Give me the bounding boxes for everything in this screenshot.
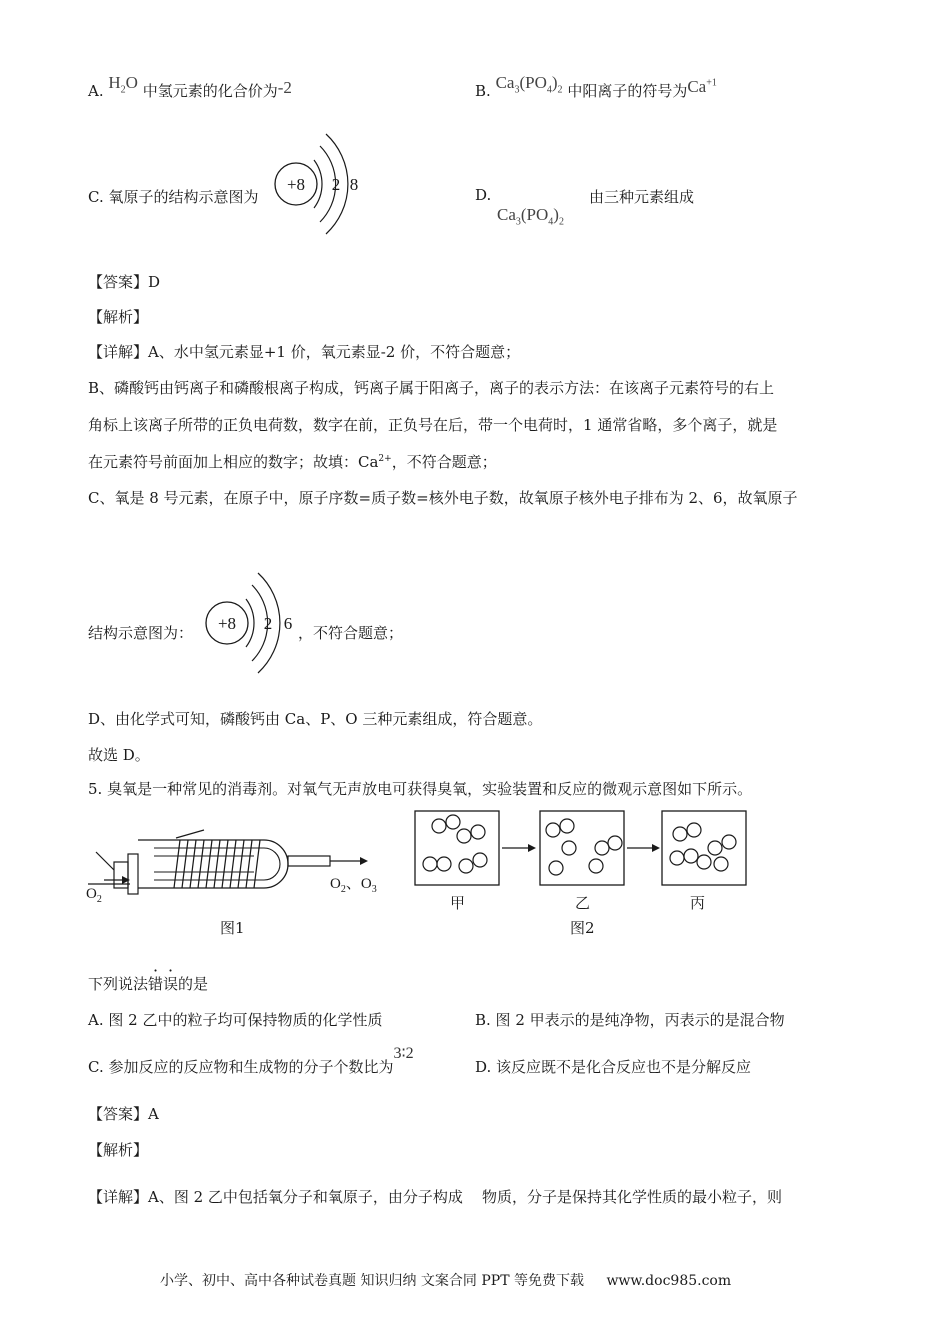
detail-line-3: 角标上该离子所带的正负电荷数，数字在前，正负号在后，带一个电荷时，1 通常省略，多个离子，就是 bbox=[88, 416, 778, 434]
detail-line-8: 故选 D。 bbox=[88, 746, 150, 764]
detail-line-7: D、由化学式可知，磷酸钙由 Ca、P、O 三种元素组成，符合题意。 bbox=[88, 710, 543, 728]
fig2-label-jia: 甲 bbox=[450, 894, 466, 912]
q5-option-d: D. 该反应既不是化合反应也不是分解反应 bbox=[475, 1058, 752, 1076]
option-c: C. 氧原子的结构示意图为 bbox=[88, 188, 259, 206]
nucleus-label: +8 bbox=[286, 175, 306, 194]
analysis-heading-2: 【解析】 bbox=[88, 1141, 149, 1159]
option-d: D. bbox=[475, 186, 492, 204]
answer-line: 【答案】D bbox=[88, 273, 161, 291]
shell-1-count: 2 bbox=[331, 175, 341, 194]
detail-line-2: B、磷酸钙由钙离子和磷酸根离子构成，钙离子属于阳离子，离子的表示方法：在该离子元素符号的右上 bbox=[88, 379, 775, 397]
footer-url[interactable]: www.doc985.com bbox=[606, 1273, 732, 1289]
answer-line-2: 【答案】A bbox=[88, 1105, 159, 1123]
fig1-caption: 图1 bbox=[220, 919, 245, 937]
q5-option-a: A. 图 2 乙中的粒子均可保持物质的化学性质 bbox=[88, 1011, 383, 1029]
atom-diagram-answer bbox=[200, 563, 310, 693]
footer bbox=[160, 1270, 731, 1290]
formula-ca3po42-d: $Ca_3(PO_4)_2$ bbox=[497, 205, 564, 228]
analysis-heading: 【解析】 bbox=[88, 308, 149, 326]
nucleus-label: +8 bbox=[217, 614, 237, 633]
fig1-inlet-label: $O_2$ bbox=[86, 886, 102, 905]
option-a: A. $H_2O$ 中氢元素的化合价为-2 bbox=[88, 73, 292, 100]
fig2-label-bing: 丙 bbox=[690, 894, 706, 912]
figure-2-particles bbox=[412, 808, 752, 890]
fig2-caption: 图2 bbox=[570, 919, 595, 937]
detail-line-1: 【详解】A、水中氢元素显+1 价，氧元素显-2 价，不符合题意； bbox=[88, 343, 521, 361]
shell-2-count: 8 bbox=[349, 175, 359, 194]
detail-line-6a: 结构示意图为： bbox=[88, 624, 194, 642]
footer-text: 小学、初中、高中各种试卷真题 知识归纳 文案合同 PPT 等免费下载 bbox=[160, 1273, 584, 1289]
q5-prompt: 下列说法错误的是 bbox=[88, 975, 209, 993]
detail-line-6b: ，不符合题意； bbox=[298, 624, 404, 642]
shell-2-count: 6 bbox=[283, 614, 293, 633]
option-b: B. $Ca_3(PO_4)_2$ 中阳离子的符号为$Ca^{+1}$ bbox=[475, 73, 717, 100]
atom-diagram-option-c bbox=[272, 124, 382, 254]
fig2-label-yi: 乙 bbox=[575, 894, 591, 912]
q5-option-b: B. 图 2 甲表示的是纯净物，丙表示的是混合物 bbox=[475, 1011, 785, 1029]
q5-option-c: C. 参加反应的反应物和生成物的分子个数比为3∶2 bbox=[88, 1045, 414, 1076]
q5-stem: 5. 臭氧是一种常见的消毒剂。对氧气无声放电可获得臭氧，实验装置和反应的微观示意图如下所示。 bbox=[88, 780, 753, 798]
formula-ca3po42: $Ca_3(PO_4)_2$ bbox=[495, 73, 563, 96]
formula-h2o: $H_2O$ bbox=[108, 73, 138, 96]
fig1-outlet-label: $O_2$、$O_3$ bbox=[330, 876, 377, 895]
detail-line-5: C、氧是 8 号元素，在原子中，原子序数=质子数=核外电子数，故氧原子核外电子排布为 2、6，故氧原子 bbox=[88, 489, 798, 507]
option-d-text: 由三种元素组成 bbox=[589, 188, 695, 206]
detail-line-4: 在元素符号前面加上相应的数字；故填：$Ca^{2+}$，不符合题意； bbox=[88, 453, 497, 471]
detail2-line-1: 【详解】A、图 2 乙中包括氧分子和氧原子，由分子构成 物质，分子是保持其化学性质的最小粒子，则 bbox=[88, 1188, 782, 1206]
ion-symbol: $Ca^{+1}$ bbox=[687, 77, 717, 96]
shell-1-count: 2 bbox=[263, 614, 273, 633]
